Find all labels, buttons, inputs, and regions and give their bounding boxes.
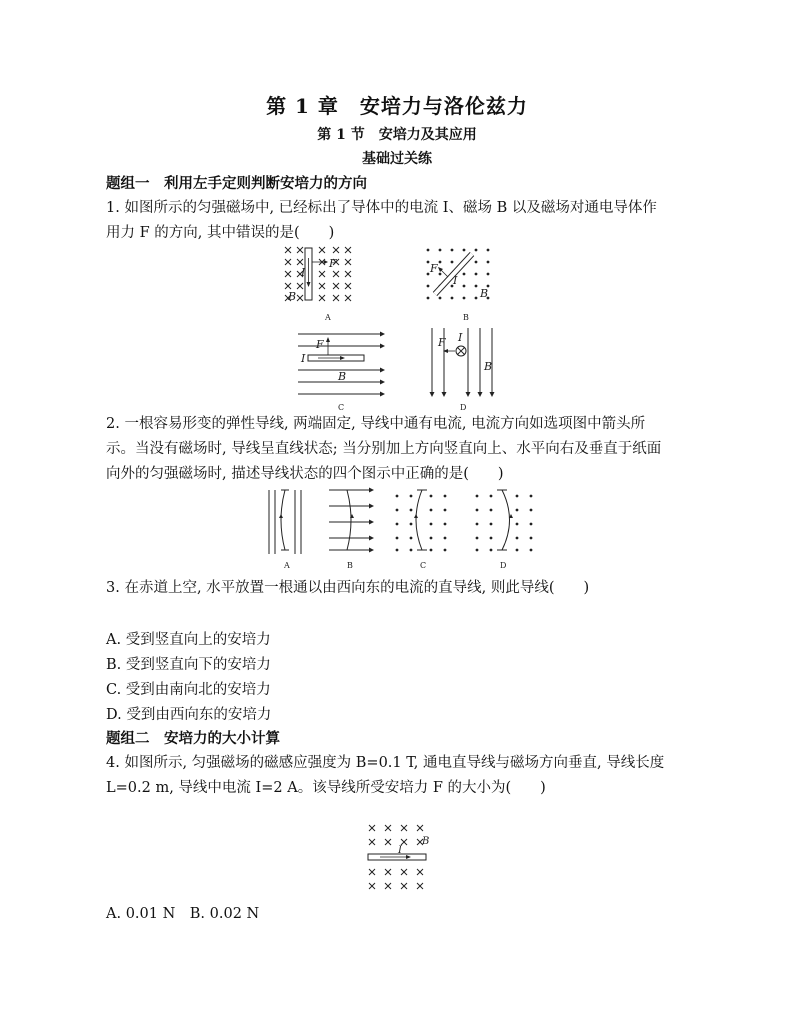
q4-i-label: I xyxy=(398,845,402,856)
field-dot-mark xyxy=(516,549,519,552)
q1a-f-label: F xyxy=(329,257,337,270)
field-dot-mark xyxy=(530,509,533,512)
field-dot-mark xyxy=(444,495,447,498)
group-2-title: 题组二 安培力的大小计算 xyxy=(106,730,280,747)
field-dot-mark xyxy=(430,537,433,540)
q2-figure-a xyxy=(269,490,301,570)
q1-figure-c-label: C xyxy=(338,403,345,412)
field-dot-mark xyxy=(451,261,454,264)
q1-figure-d xyxy=(430,328,495,412)
q1-figure-c xyxy=(298,332,385,413)
chapter-title: 第 1 章 安培力与洛伦兹力 xyxy=(266,94,528,118)
q2-figure-d-label: D xyxy=(500,561,507,570)
field-dot-mark xyxy=(530,537,533,540)
q1a-i-label: I xyxy=(301,266,306,279)
field-dot-mark xyxy=(476,495,479,498)
field-dot-mark xyxy=(396,509,399,512)
q1-figure-a xyxy=(285,247,351,322)
q1d-f-label: F xyxy=(438,336,446,349)
q1a-b-label: B xyxy=(288,290,297,303)
field-dot-mark xyxy=(490,495,493,498)
field-dot-mark xyxy=(439,273,442,276)
q2-figure-b-label: B xyxy=(347,561,353,570)
q1c-f-label: F xyxy=(316,338,324,351)
field-dot-mark xyxy=(430,495,433,498)
field-dot-mark xyxy=(396,537,399,540)
field-dot-mark xyxy=(516,495,519,498)
field-dot-mark xyxy=(490,523,493,526)
field-dot-mark xyxy=(444,537,447,540)
q1-figure-b-label: B xyxy=(463,313,469,322)
q1b-b-label: B xyxy=(480,287,489,300)
field-dot-mark xyxy=(475,249,478,252)
field-dot-mark xyxy=(516,537,519,540)
field-dot-mark xyxy=(439,297,442,300)
field-dot-mark xyxy=(410,495,413,498)
field-dot-mark xyxy=(475,261,478,264)
question-3-option-d: D. 受到由西向东的安培力 xyxy=(106,707,272,723)
field-dot-mark xyxy=(530,549,533,552)
field-dot-mark xyxy=(476,523,479,526)
field-dot-mark xyxy=(463,249,466,252)
field-dot-mark xyxy=(476,549,479,552)
field-dot-mark xyxy=(430,509,433,512)
field-dot-mark xyxy=(430,523,433,526)
field-dot-mark xyxy=(487,249,490,252)
q2-figure-d xyxy=(476,490,533,570)
question-1-figures xyxy=(280,242,530,412)
q1-figure-b xyxy=(427,249,490,322)
field-dot-mark xyxy=(410,523,413,526)
q2-figure-c xyxy=(396,490,447,570)
field-dot-mark xyxy=(476,509,479,512)
q1c-b-label: B xyxy=(338,370,347,383)
field-dot-mark xyxy=(410,537,413,540)
field-dot-mark xyxy=(396,523,399,526)
field-dot-mark xyxy=(530,523,533,526)
field-dot-mark xyxy=(516,523,519,526)
field-dot-mark xyxy=(444,523,447,526)
q1b-f-label: F xyxy=(430,262,438,275)
field-dot-mark xyxy=(516,509,519,512)
q1d-b-label: B xyxy=(484,360,493,373)
field-dot-mark xyxy=(487,261,490,264)
field-dot-mark xyxy=(463,297,466,300)
field-dot-mark xyxy=(396,495,399,498)
field-dot-mark xyxy=(444,549,447,552)
question-4-text: 4. 如图所示, 匀强磁场的磁感应强度为 B=0.1 T, 通电直导线与磁场方向垂直, 导线长度 L=0.2 m, 导线中电流 I=2 A。该导线所受安培力 F 的大小为( ) xyxy=(106,755,665,796)
field-dot-mark xyxy=(487,273,490,276)
field-dot-mark xyxy=(490,549,493,552)
question-3-option-a: A. 受到竖直向上的安培力 xyxy=(106,632,271,648)
field-dot-mark xyxy=(427,261,430,264)
q1c-i-label: I xyxy=(301,352,306,365)
question-1-text: 1. 如图所示的匀强磁场中, 已经标出了导体中的电流 I、磁场 B 以及磁场对通电导体作用力 F 的方向, 其中错误的是( ) xyxy=(106,200,657,241)
q2-figure-c-label: C xyxy=(420,561,427,570)
q1d-i-label: I xyxy=(458,331,463,344)
field-dot-mark xyxy=(439,249,442,252)
field-dot-mark xyxy=(451,249,454,252)
q2-figure-b xyxy=(329,488,374,571)
q1-figure-d-label: D xyxy=(460,403,467,412)
q1-figure-a-label: A xyxy=(325,313,331,322)
field-dot-mark xyxy=(427,297,430,300)
question-3-text: 3. 在赤道上空, 水平放置一根通以由西向东的电流的直导线, 则此导线( ) xyxy=(106,580,590,596)
field-dot-mark xyxy=(396,549,399,552)
field-dot-mark xyxy=(439,261,442,264)
q1b-i-label: I xyxy=(453,274,458,287)
field-dot-mark xyxy=(490,509,493,512)
q2-figure-a-label: A xyxy=(284,561,290,570)
field-dot-mark xyxy=(410,549,413,552)
field-dot-mark xyxy=(451,297,454,300)
field-dot-mark xyxy=(427,249,430,252)
question-3-option-c: C. 受到由南向北的安培力 xyxy=(106,682,271,698)
group-1-title: 题组一 利用左手定则判断安培力的方向 xyxy=(106,175,367,192)
field-dot-mark xyxy=(475,285,478,288)
field-dot-mark xyxy=(463,273,466,276)
question-4-options: A. 0.01 N B. 0.02 N xyxy=(106,906,260,922)
question-4-figure xyxy=(360,820,440,894)
field-dot-mark xyxy=(427,273,430,276)
question-2-figures xyxy=(255,484,545,572)
field-dot-mark xyxy=(475,273,478,276)
question-2-text: 2. 一根容易形变的弹性导线, 两端固定, 导线中通有电流, 电流方向如选项图中箭头所示。当没有磁场时, 导线呈直线状态; 当分别加上方向竖直向上、水平向右及垂直于纸面向外的匀强磁场时, 描述导线状态的四个图示中正确的是( ) xyxy=(106,416,662,482)
field-dot-mark xyxy=(410,509,413,512)
field-dot-mark xyxy=(444,509,447,512)
section-title: 第 1 节 安培力及其应用 xyxy=(317,127,477,143)
question-3-option-b: B. 受到竖直向下的安培力 xyxy=(106,657,271,673)
field-dot-mark xyxy=(490,537,493,540)
field-dot-mark xyxy=(463,285,466,288)
field-dot-mark xyxy=(430,549,433,552)
subsection-title: 基础过关练 xyxy=(362,151,432,167)
field-dot-mark xyxy=(530,495,533,498)
field-dot-mark xyxy=(476,537,479,540)
field-dot-mark xyxy=(427,285,430,288)
q4-b-label: B xyxy=(422,836,430,847)
field-dot-mark xyxy=(475,297,478,300)
